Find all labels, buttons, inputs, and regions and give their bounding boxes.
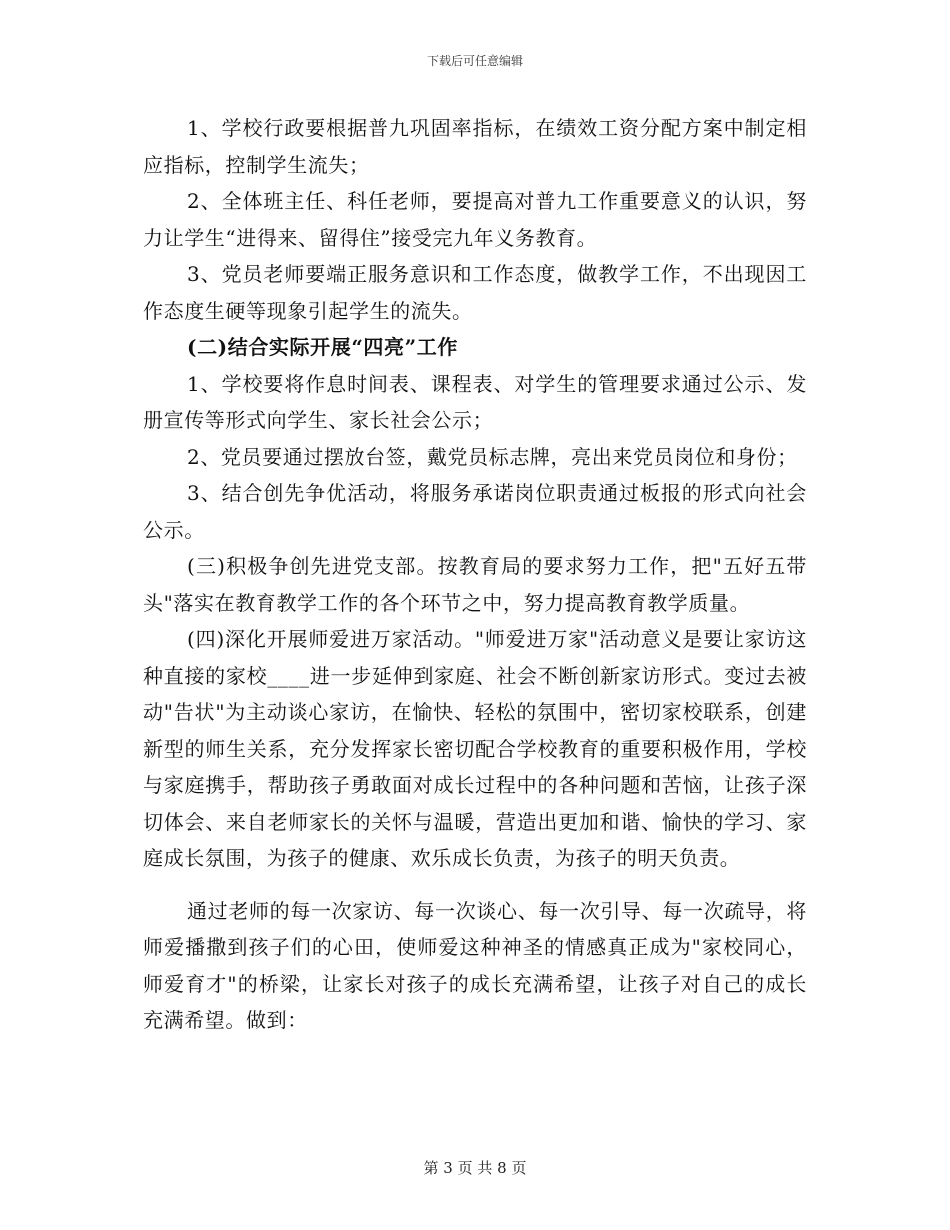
paragraph-9: 通过老师的每一次家访、每一次谈心、每一次引导、每一次疏导，将师爱播撒到孩子们的心田，使师爱这种神圣的情感真正成为"家校同心，师爱育才"的桥梁，让家长对孩子的成长充满希望，让孩子对自己的成长充满希望。做到：	[143, 898, 807, 1032]
paragraph-5: 2、党员要通过摆放台签，戴党员标志牌，亮出来党员岗位和身份；	[187, 444, 798, 469]
paragraph-2: 2、全体班主任、科任老师，要提高对普九工作重要意义的认识，努力让学生“进得来、留得住”接受完九年义务教育。	[143, 189, 807, 250]
document-body	[143, 110, 807, 1039]
paragraph-3: 3、党员老师要端正服务意识和工作态度，做教学工作，不出现因工作态度生硬等现象引起学生的流失。	[143, 262, 807, 323]
paragraph-8: (四)深化开展师爱进万家活动。"师爱进万家"活动意义是要让家访这种直接的家校____进一步延伸到家庭、社会不断创新家访形式。变过去被动"告状"为主动谈心家访，在愉快、轻松的氛围中，密切家校联系，创建新型的师生关系，充分发挥家长密切配合学校教育的重要积极作用，学校与家庭携手，帮助孩子勇敢面对成长过程中的各种问题和苦恼，让孩子深切体会、来自老师家长的关怀与温暖，营造出更加和谐、愉快的学习、家庭成长氛围，为孩子的健康、欢乐成长负责，为孩子的明天负责。	[143, 627, 807, 870]
section-heading-2: (二)结合实际开展“四亮”工作	[187, 335, 458, 359]
page-header: 下载后可任意编辑	[426, 54, 523, 68]
paragraph-7: (三)积极争创先进党支部。按教育局的要求努力工作，把"五好五带头"落实在教育教学工作的各个环节之中，努力提高教育教学质量。	[143, 554, 807, 615]
page-footer: 第 3 页 共 8 页	[423, 1159, 527, 1177]
paragraph-6: 3、结合创先争优活动，将服务承诺岗位职责通过板报的形式向社会公示。	[143, 481, 807, 542]
paragraph-4: 1、学校要将作息时间表、课程表、对学生的管理要求通过公示、发册宣传等形式向学生、家长社会公示；	[143, 371, 807, 432]
paragraph-1: 1、学校行政要根据普九巩固率指标，在绩效工资分配方案中制定相应指标，控制学生流失；	[143, 116, 807, 177]
